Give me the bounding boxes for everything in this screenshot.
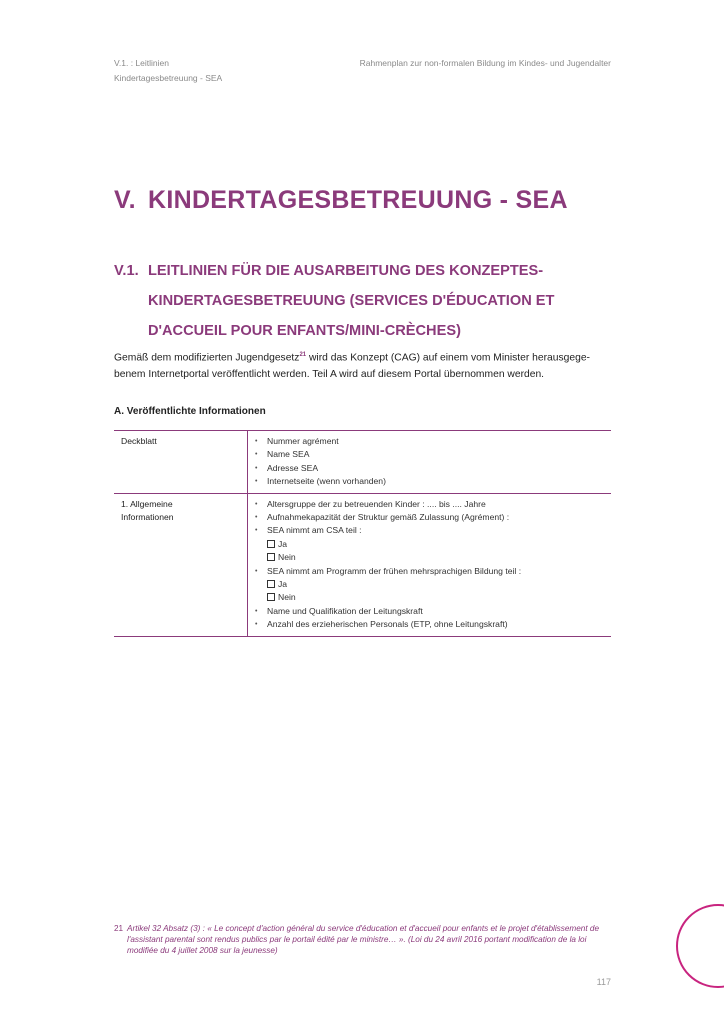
footnote-ref[interactable]: 21	[299, 352, 307, 358]
checkbox-icon[interactable]	[267, 540, 275, 548]
checkbox-icon[interactable]	[267, 593, 275, 601]
intro-paragraph: Gemäß dem modifizierten Jugendgesetz$^{21}$ wird das Konzept (CAG) auf einem vom Minister herausgege-benem Internetportal veröffentlicht werden. Teil A wird auf diesem Portal übernommen werden.	[114, 352, 590, 381]
checkbox-option[interactable]: Ja	[255, 538, 611, 551]
running-header-right: Rahmenplan zur non-formalen Bildung im Kindes- und Jugendalter	[359, 58, 611, 68]
section-title-line: LEITLINIEN FÜR DIE AUSARBEITUNG DES KONZEPTES-	[148, 263, 544, 279]
checkbox-option[interactable]: Ja	[255, 578, 611, 591]
header-chapter-ref: Kindertagesbetreuung - SEA	[114, 73, 223, 83]
decorative-circle	[676, 904, 724, 988]
footnote-text: Artikel 32 Absatz (3) : « Le concept d'action général du service d'éducation et d'accueil pour enfants et le projet d'établissement de l'assistant parental sont rendus publics par le portail édité par le ministre… ». (Loi du 24 avril 2016 portant modification de la loi modifiée du 4 juillet 2008 sur la jeunesse)	[127, 924, 600, 956]
footnote	[114, 923, 604, 957]
list-item: • Internetseite (wenn vorhanden)	[255, 475, 611, 488]
checkbox-icon[interactable]	[267, 553, 275, 561]
list-item: • Nummer agrément	[255, 435, 611, 448]
checkbox-option[interactable]: Nein	[255, 551, 611, 564]
list-item: • Name SEA	[255, 448, 611, 461]
list-item: • Adresse SEA	[255, 462, 611, 475]
header-section-ref: V.1. : Leitlinien	[114, 58, 169, 68]
checkbox-icon[interactable]	[267, 580, 275, 588]
row-items	[248, 431, 612, 494]
checkbox-option[interactable]: Nein	[255, 591, 611, 604]
list-item: • Anzahl des erzieherischen Personals (ETP, ohne Leitungskraft)	[255, 618, 611, 631]
chapter-title-text: KINDERTAGESBETREUUNG - SEA	[148, 186, 568, 214]
list-item: • Aufnahmekapazität der Struktur gemäß Zulassung (Agrément) :	[255, 511, 611, 524]
section-heading	[114, 256, 614, 346]
row-label: 1. Allgemeine Informationen	[114, 493, 248, 636]
list-item: • SEA nimmt am Programm der frühen mehrsprachigen Bildung teil :	[255, 565, 611, 578]
list-item: • Altersgruppe der zu betreuenden Kinder : .... bis .... Jahre	[255, 498, 611, 511]
section-title-line: KINDERTAGESBETREUUNG (SERVICES D'ÉDUCATION ET	[148, 293, 555, 309]
running-header-left	[114, 56, 222, 86]
table-row	[114, 493, 611, 636]
table-row	[114, 431, 611, 494]
list-item: • Name und Qualifikation der Leitungskraft	[255, 605, 611, 618]
subheading: A. Veröffentlichte Informationen	[114, 406, 266, 417]
row-items	[248, 493, 612, 636]
information-table	[114, 430, 611, 637]
section-title-line: D'ACCUEIL POUR ENFANTS/MINI-CRÈCHES)	[148, 323, 461, 339]
chapter-title	[114, 186, 568, 215]
footnote-number: 21	[114, 924, 124, 933]
section-number: V.1.	[114, 263, 139, 279]
list-item: • SEA nimmt am CSA teil :	[255, 524, 611, 537]
row-label: Deckblatt	[114, 431, 248, 494]
chapter-number: V.	[114, 186, 136, 214]
page-number: 117	[596, 977, 611, 987]
